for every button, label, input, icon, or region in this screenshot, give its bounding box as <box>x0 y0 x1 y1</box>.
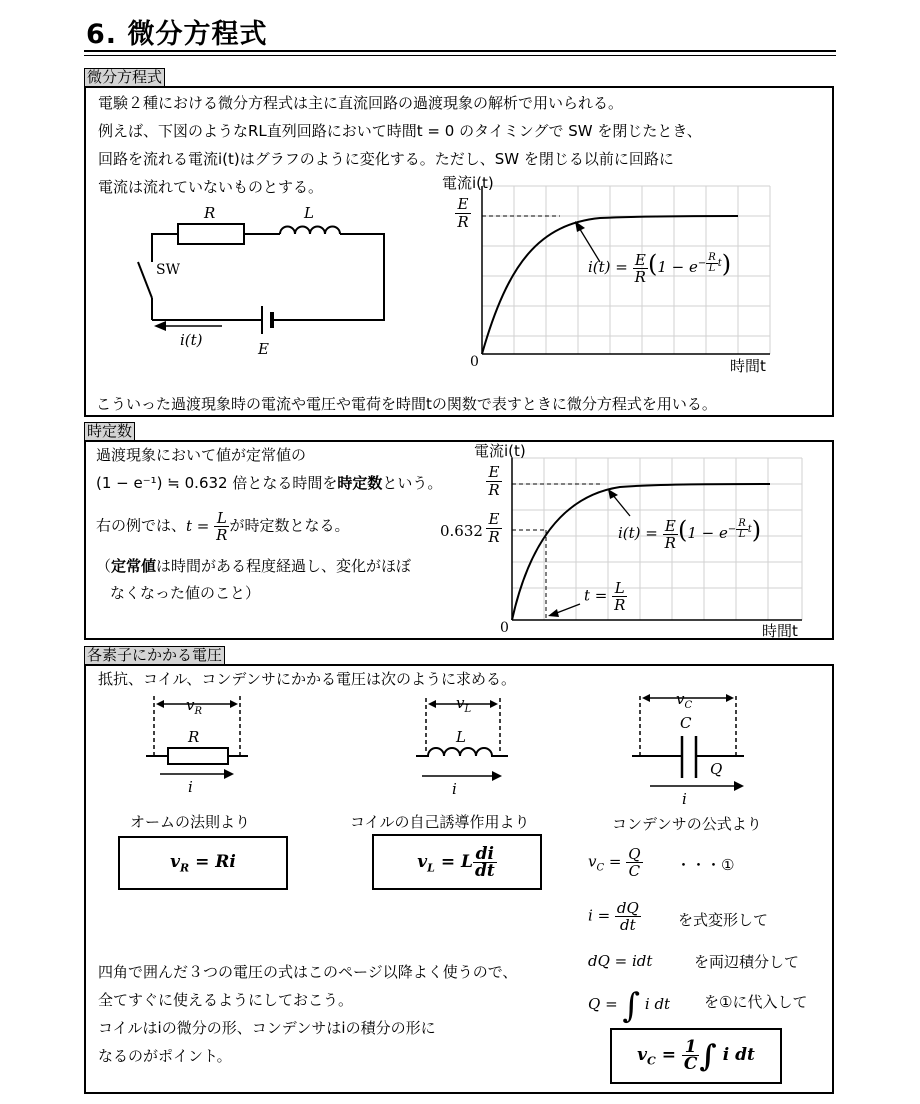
capacitor-eq4: Q = ∫ i dt <box>588 986 671 1026</box>
graph2-ytick-mid-frac: E R <box>486 511 502 546</box>
conclusion-text: こういった過渡現象時の電流や電圧や電荷を時間tの関数で表すときに微分方程式を用いる。 <box>96 395 717 413</box>
timeconst-line2: (1 − e⁻¹) ≒ 0.632 倍となる時間を時定数という。 <box>96 474 443 492</box>
text-line: 電験２種における微分方程式は主に直流回路の過渡現象の解析で用いられる。 <box>98 94 624 112</box>
capacitor-charge-label: Q <box>710 760 723 778</box>
timeconst-note-2: なくなった値のこと） <box>110 584 261 602</box>
voltage-intro: 抵抗、コイル、コンデンサにかかる電圧は次のように求める。 <box>98 670 517 688</box>
vc-label: $v_C$ <box>676 690 693 711</box>
source-label: E <box>258 340 269 358</box>
graph2-ylabel: 電流i(t) <box>474 442 526 460</box>
graph2-formula: i(t) = $\frac{E}{R}$ $(1 - e^{- \frac{R}{L} t})$ <box>618 516 762 552</box>
capacitor-eq1: $v_C$ = $\frac{Q}{C}$ <box>588 845 641 880</box>
capacitor-eq2-note: を式変形して <box>678 911 769 929</box>
capacitor-eq4-note: を①に代入して <box>704 993 808 1011</box>
timeconst-line3: 右の例では、t = $\frac{L}{R}$ が時定数となる。 <box>96 509 350 544</box>
resistor-formula-box: $v_R = Ri$ <box>118 836 288 890</box>
coil-current-label: i <box>452 780 457 798</box>
capacitor-current-label: i <box>682 790 687 808</box>
current-label: i(t) <box>180 331 203 349</box>
graph2-tau-label: t = $\frac{L}{R}$ <box>584 579 626 614</box>
page-title: 6. 微分方程式 <box>86 19 268 50</box>
voltage-note-line: なるのがポイント。 <box>98 1047 232 1065</box>
resistor-label: R <box>204 204 216 222</box>
voltage-note-line: 全てすぐに使えるようにしておこう。 <box>98 991 354 1009</box>
capacitor-eq3: dQ = idt <box>588 952 653 970</box>
section-tag-diffeq: 微分方程式 <box>84 68 165 87</box>
text-line: 回路を流れる電流i(t)はグラフのように変化する。ただし、SW を閉じる以前に回路に <box>98 150 674 168</box>
vr-label: $v_R$ <box>186 696 203 717</box>
timeconst-note: （定常値は時間がある程度経過し、変化がほぼ <box>96 557 412 575</box>
capacitor-eq3-note: を両辺積分して <box>694 953 800 971</box>
vl-label: $v_L$ <box>456 694 472 715</box>
timeconst-line1: 過渡現象において値が定常値の <box>96 446 307 464</box>
coil-label: L <box>304 204 314 222</box>
coil-element-label: L <box>456 728 466 746</box>
graph2-xlabel: 時間t <box>762 622 798 640</box>
graph2-ytick-top: E R <box>486 464 502 499</box>
capacitor-caption: コンデンサの公式より <box>612 815 762 833</box>
graph1-origin: 0 <box>470 354 479 370</box>
capacitor-formula-box: $v_C$ = $\frac{1}{C}$ ∫ i dt <box>610 1028 782 1084</box>
resistor-element-label: R <box>188 728 200 746</box>
capacitor-eq2: i = $\frac{dQ}{dt}$ <box>588 899 639 934</box>
resistor-current-label: i <box>188 778 193 796</box>
section-tag-voltage: 各素子にかかる電圧 <box>84 646 225 665</box>
text-line: 例えば、下図のようなRL直列回路において時間t = 0 のタイミングで SW を閉じたとき、 <box>98 122 702 140</box>
graph2-origin: 0 <box>500 620 509 636</box>
graph1-ylabel: 電流i(t) <box>442 174 494 192</box>
switch-label: SW <box>156 262 180 278</box>
capacitor-eq1-mark: ・・・① <box>676 856 735 874</box>
coil-caption: コイルの自己誘導作用より <box>350 813 530 831</box>
graph2-ytick-mid: 0.632 <box>440 522 483 540</box>
coil-formula-box: $v_L = L$ $\frac{di}{dt}$ <box>372 834 542 890</box>
voltage-note-line: 四角で囲んだ３つの電圧の式はこのページ以降よく使うので、 <box>98 963 518 981</box>
capacitor-element-label: C <box>680 714 692 732</box>
section-tag-timeconst: 時定数 <box>84 422 135 441</box>
graph1-formula: i(t) = $\frac{E}{R}$ $(1 - e^{- \frac{R}{L} t})$ <box>588 250 732 286</box>
graph1-xlabel: 時間t <box>730 357 766 375</box>
voltage-note-line: コイルはiの微分の形、コンデンサはiの積分の形に <box>98 1019 436 1037</box>
resistor-caption: オームの法則より <box>130 813 251 831</box>
text-line: 電流は流れていないものとする。 <box>98 178 324 196</box>
graph1-ytick: E R <box>455 196 471 231</box>
